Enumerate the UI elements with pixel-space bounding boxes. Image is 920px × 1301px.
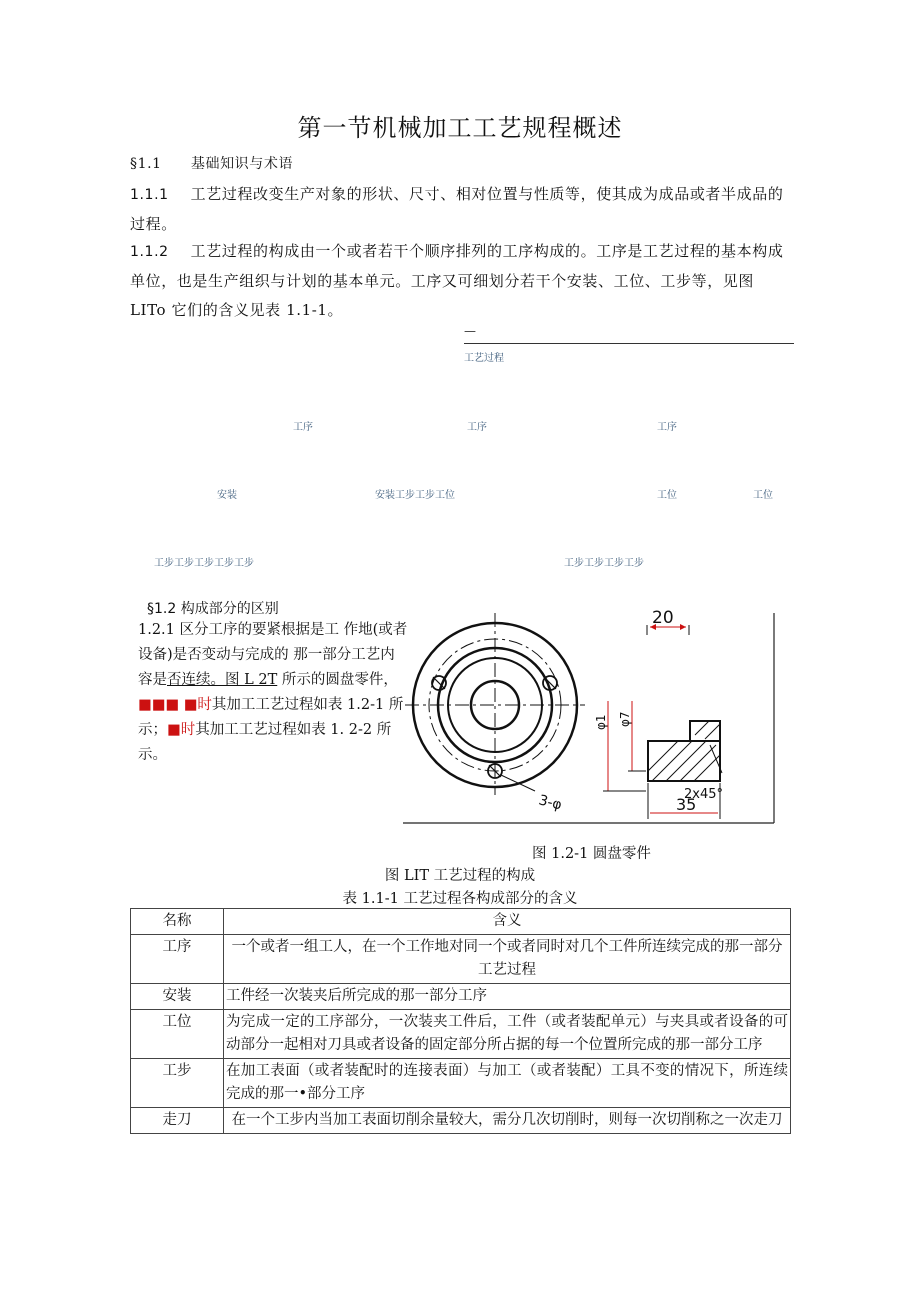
diagram-process-label: 工序: [467, 422, 487, 433]
term-cell: 工位: [131, 1010, 224, 1059]
diagram-root-label: 工艺过程: [464, 353, 504, 364]
meaning-cell: 工件经一次装夹后所完成的那一部分工序: [224, 984, 791, 1010]
table-row: [131, 1010, 791, 1059]
paragraph-1-1-1: [130, 180, 790, 239]
header-name: 名称: [131, 909, 224, 935]
table-row: [131, 1108, 791, 1134]
diagram-process-label: 工序: [657, 422, 677, 433]
dimension-35: 35: [676, 795, 697, 814]
table-caption-1-1-1: 表 1.1-1 工艺过程各构成部分的含义: [342, 891, 578, 907]
meaning-cell: 在加工表面（或者装配时的连接表面）与加工（或者装配）工具不变的情况下，所连续完成的那一•部分工序: [224, 1059, 791, 1108]
diagram-dash: —: [464, 324, 476, 338]
table-row: [131, 984, 791, 1010]
section-heading-1-2: §1.2 构成部分的区别: [147, 601, 279, 617]
diagram-position-label: 工位: [657, 490, 677, 501]
table-row: [131, 1059, 791, 1108]
table-header-row: [131, 909, 791, 935]
diagram-steps-label: 工步工步工步工步工步: [154, 558, 254, 569]
holes-dimension-label: 3-φ: [537, 792, 564, 814]
redacted-mark: ■时: [167, 722, 196, 738]
paragraph-1-2-1: [138, 618, 408, 768]
diagram-rule: [464, 343, 794, 344]
chamfer-label: 2x45°: [684, 787, 724, 802]
meaning-cell: 在一个工步内当加工表面切削余量较大，需分几次切削时，则每一次切削称之一次走刀: [224, 1108, 791, 1134]
paragraph-number: 1.1.2: [130, 244, 169, 260]
term-cell: 工序: [131, 935, 224, 984]
dimension-20: 20: [652, 608, 674, 628]
diagram-setup-label: 安装: [217, 490, 237, 501]
redacted-mark: ■■■ ■时: [138, 697, 212, 713]
text: 所示的圆盘零件，: [277, 672, 398, 688]
meaning-cell: 一个或者一组工人，在一个工作地对同一个或者同时对几个工件所连续完成的那一部分工艺过程: [224, 935, 791, 984]
figure-caption-1-1-1: 图 LIT 工艺过程的构成: [384, 868, 536, 884]
diameter-label: φ1: [594, 714, 608, 730]
diagram-steps-label: 工步工步工步工步: [564, 558, 644, 569]
paragraph-text: 工艺过程的构成由一个或者若干个顺序排列的工序构成的。工序是工艺过程的基本构成单位，也是生产组织与计划的基本单元。工序又可细划分若干个安装、工位、工步等，见图 LITo 它们的含义见表 1.1-1。: [130, 242, 784, 319]
process-terms-table: [130, 908, 791, 1134]
underlined-text: 否连续。图 L 2T: [167, 672, 278, 688]
paragraph-text: 工艺过程改变生产对象的形状、尺寸、相对位置与性质等，使其成为成品或者半成品的过程。: [130, 185, 784, 233]
term-cell: 走刀: [131, 1108, 224, 1134]
page-title: 第一节机械加工工艺规程概述: [297, 114, 623, 142]
text: 其加工工艺过程如表 1. 2-2 所示。: [138, 722, 392, 763]
header-meaning: 含义: [224, 909, 791, 935]
diagram-setup-label: 安装工步工步工位: [375, 490, 455, 501]
front-view: [405, 613, 585, 795]
meaning-cell: 为完成一定的工序部分，一次装夹工件后，工件（或者装配单元）与夹具或者设备的可动部分一起相对刀具或者设备的固定部分所占据的每一个位置所完成的那一部分工序: [224, 1010, 791, 1059]
term-cell: 工步: [131, 1059, 224, 1108]
diagram-position-label: 工位: [753, 490, 773, 501]
table-row: [131, 935, 791, 984]
text: 其加工工艺过程如表 1.2-1 所 示；: [138, 697, 404, 738]
diagram-process-label: 工序: [293, 422, 313, 433]
term-cell: 安装: [131, 984, 224, 1010]
disc-part-drawing: [400, 605, 780, 825]
section-heading-1-1: §1.1 基础知识与术语: [130, 156, 294, 172]
diameter-label: φ7: [618, 711, 632, 727]
paragraph-1-1-2: [130, 237, 790, 325]
figure-caption-1-2-1: 图 1.2-1 圆盘零件: [532, 846, 651, 862]
paragraph-number: 1.1.1: [130, 187, 169, 203]
text: 1.2.1 区分工序的要紧根据是工 作地(或者设备)是否变动与完成的 那一部分工艺内容是: [138, 622, 408, 688]
